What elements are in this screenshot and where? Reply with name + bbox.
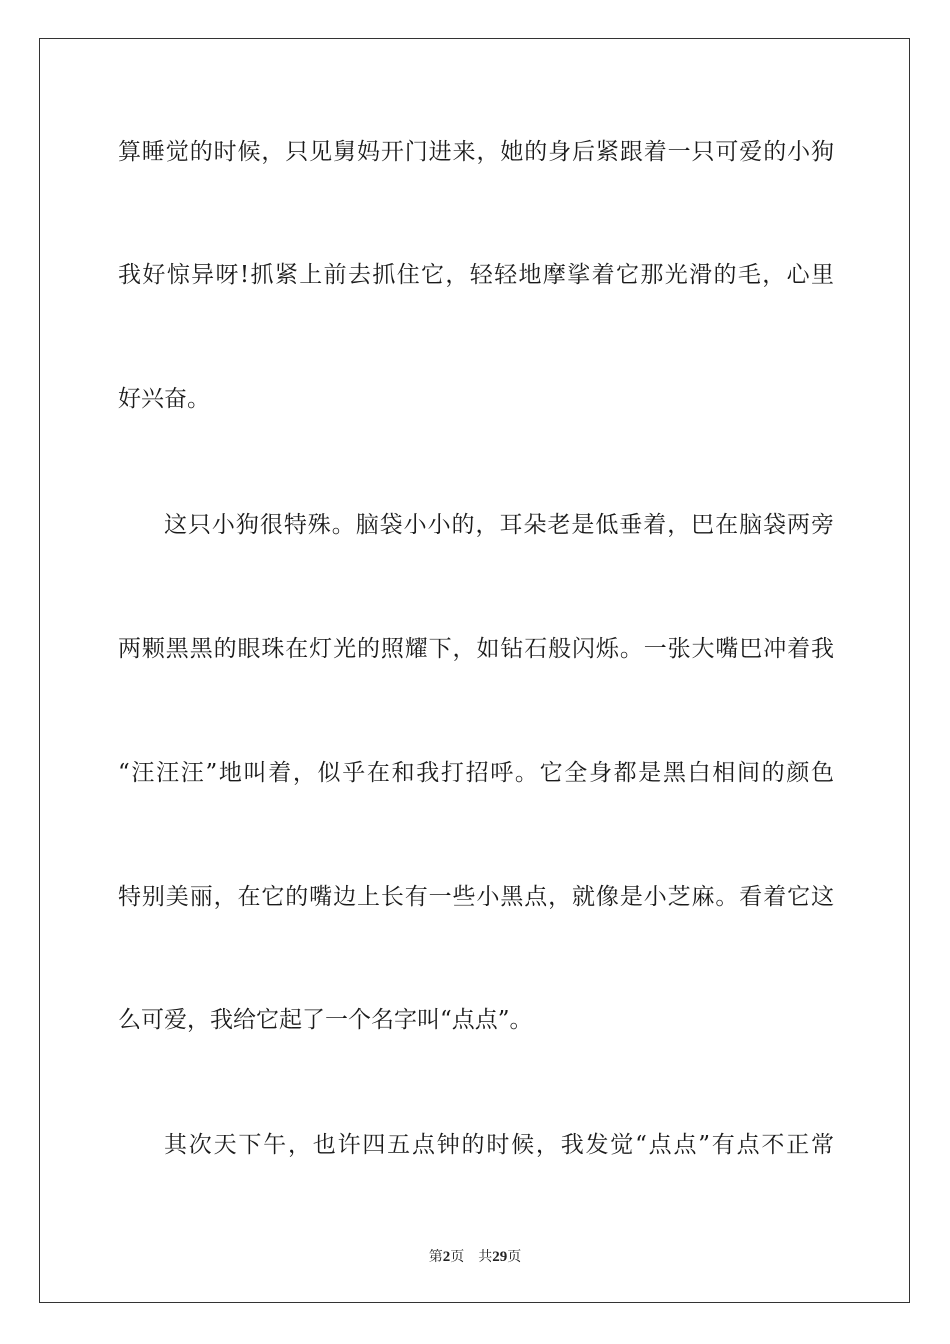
page-prefix: 第	[428, 1249, 443, 1265]
body-text-line: 我好惊异呀!抓紧上前去抓住它，轻轻地摩挲着它那光滑的毛，心里	[118, 262, 834, 288]
paragraph-first-line: 这只小狗很特殊。脑袋小小的，耳朵老是低垂着，巴在脑袋两旁	[164, 512, 834, 538]
body-text-line: 两颗黑黑的眼珠在灯光的照耀下，如钻石般闪烁。一张大嘴巴冲着我	[118, 636, 834, 662]
body-text-line: 特别美丽，在它的嘴边上长有一些小黑点，就像是小芝麻。看着它这	[118, 884, 834, 910]
total-prefix: 共	[478, 1249, 493, 1265]
body-text-line: “汪汪汪”地叫着，似乎在和我打招呼。它全身都是黑白相间的颜色	[118, 760, 834, 786]
total-suffix: 页	[507, 1249, 522, 1265]
page-footer	[0, 1248, 950, 1266]
page-border	[39, 38, 910, 1303]
page-suffix: 页	[450, 1249, 465, 1265]
total-pages: 29	[492, 1249, 508, 1265]
paragraph-first-line: 其次天下午，也许四五点钟的时候，我发觉“点点”有点不正常	[164, 1132, 834, 1158]
page-number: 2	[442, 1249, 451, 1265]
body-text-line: 好兴奋。	[118, 386, 210, 412]
body-text-line: 么可爱，我给它起了一个名字叫“点点”。	[118, 1007, 533, 1033]
body-text-line: 算睡觉的时候，只见舅妈开门进来，她的身后紧跟着一只可爱的小狗	[118, 139, 834, 165]
